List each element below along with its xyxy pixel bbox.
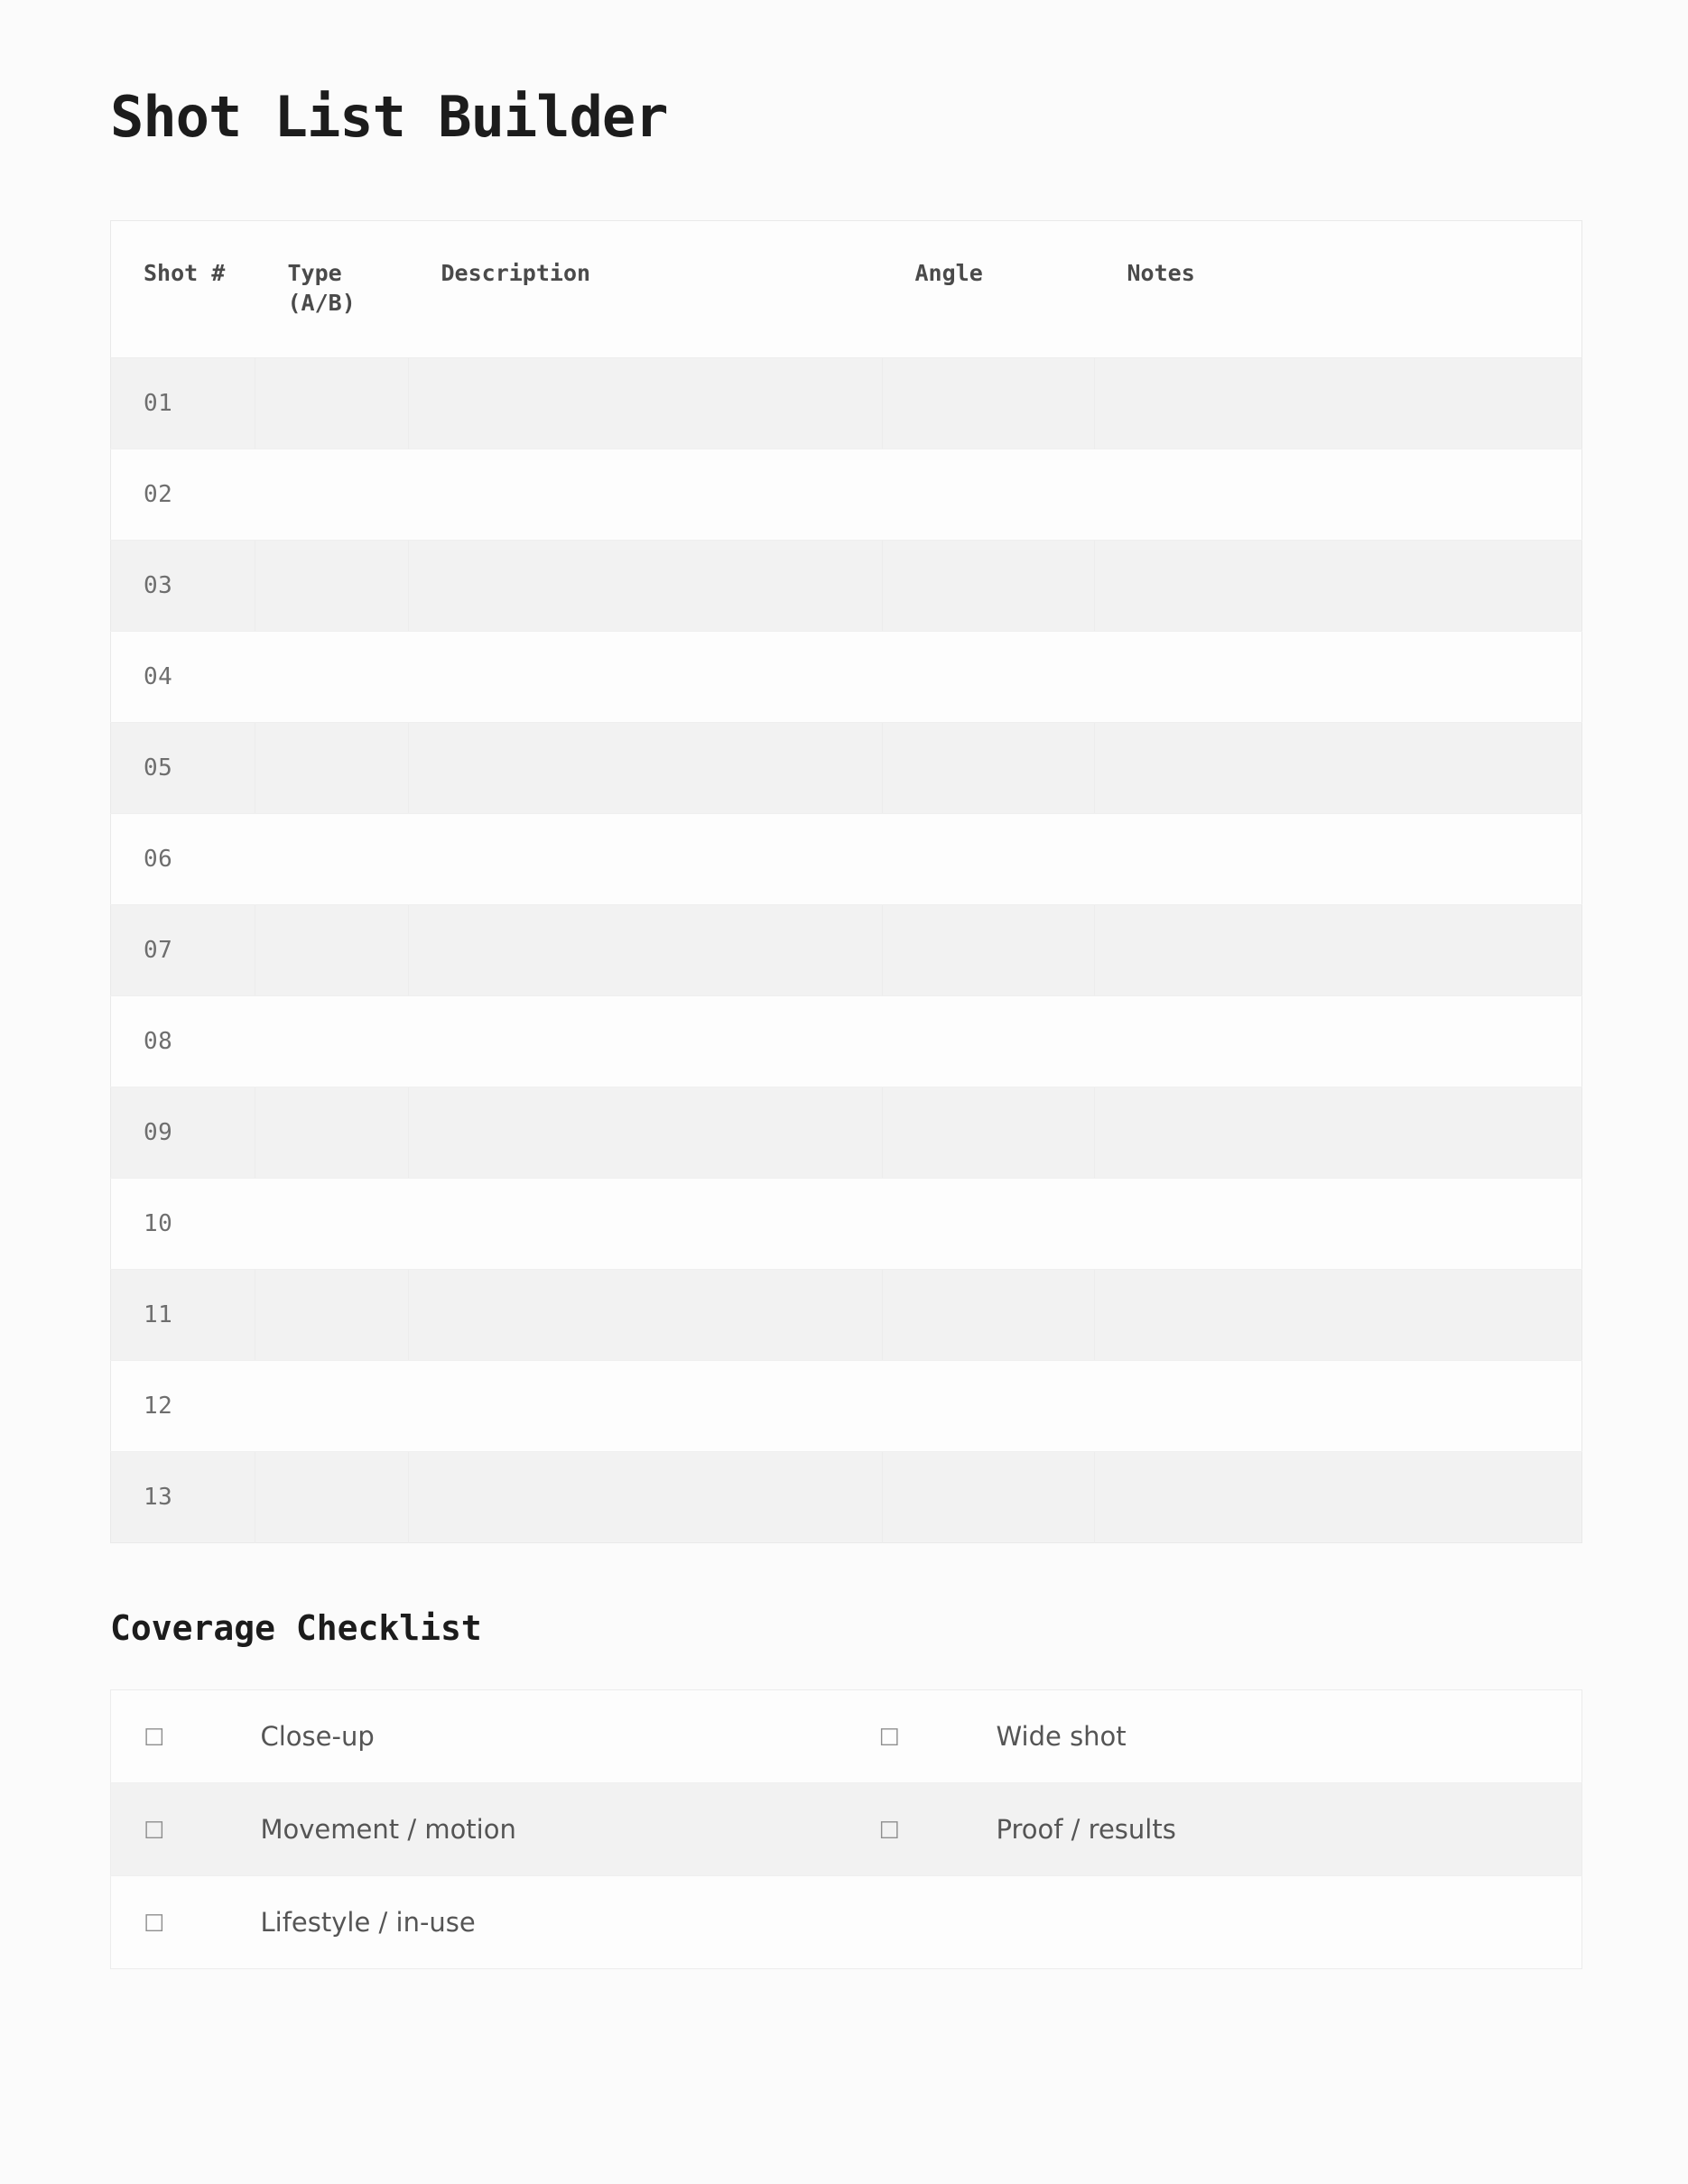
cell-description[interactable] — [409, 1452, 883, 1543]
table-row — [111, 632, 1582, 723]
table-row — [111, 449, 1582, 541]
checklist-label-close-up: Close-up — [228, 1690, 847, 1783]
cell-type[interactable] — [255, 1361, 409, 1452]
checklist-empty-checkbox-cell — [847, 1876, 964, 1969]
cell-type[interactable] — [255, 358, 409, 449]
checklist-label-lifestyle: Lifestyle / in-use — [260, 1907, 476, 1939]
checklist-row — [111, 1783, 1582, 1876]
table-row — [111, 541, 1582, 632]
table-row — [111, 1361, 1582, 1452]
cell-type[interactable] — [255, 1452, 409, 1543]
checklist-label-wide-shot: Wide shot — [964, 1690, 1582, 1783]
table-row — [111, 358, 1582, 449]
checkbox-empty-icon[interactable]: ☐ — [144, 1911, 165, 1939]
cell-angle[interactable] — [883, 358, 1095, 449]
cell-shot-number: 06 — [111, 814, 255, 905]
checkbox-cell-close-up[interactable] — [111, 1690, 228, 1783]
cell-notes[interactable] — [1095, 1087, 1582, 1179]
checklist-label-movement: Movement / motion — [228, 1783, 847, 1876]
checklist-label-proof-results: Proof / results — [964, 1783, 1582, 1876]
cell-description[interactable] — [409, 1361, 883, 1452]
cell-shot-number: 05 — [111, 723, 255, 814]
cell-angle[interactable] — [883, 541, 1095, 632]
cell-shot-number: 04 — [111, 632, 255, 723]
cell-shot-number: 07 — [111, 905, 255, 996]
cell-description[interactable] — [409, 723, 883, 814]
cell-notes[interactable] — [1095, 1270, 1582, 1361]
page-title: Shot List Builder — [110, 84, 668, 150]
cell-type[interactable] — [255, 723, 409, 814]
cell-shot-number: 10 — [111, 1179, 255, 1270]
cell-notes[interactable] — [1095, 541, 1582, 632]
cell-notes[interactable] — [1095, 1452, 1582, 1543]
table-row — [111, 1452, 1582, 1543]
table-row — [111, 1087, 1582, 1179]
table-row — [111, 1270, 1582, 1361]
cell-notes[interactable] — [1095, 814, 1582, 905]
cell-angle[interactable] — [883, 1270, 1095, 1361]
cell-angle[interactable] — [883, 996, 1095, 1087]
cell-description[interactable] — [409, 1179, 883, 1270]
table-row — [111, 723, 1582, 814]
column-header-angle: Angle — [883, 221, 1095, 358]
checklist-row — [111, 1876, 1582, 1969]
column-header-shot-number: Shot # — [111, 221, 255, 358]
column-header-notes: Notes — [1095, 221, 1582, 358]
cell-angle[interactable] — [883, 1361, 1095, 1452]
cell-angle[interactable] — [883, 723, 1095, 814]
checklist-row — [111, 1690, 1582, 1783]
column-header-type: Type (A/B) — [255, 221, 409, 358]
table-row — [111, 814, 1582, 905]
shot-list-header — [111, 221, 1582, 358]
cell-description[interactable] — [409, 449, 883, 541]
cell-notes[interactable] — [1095, 996, 1582, 1087]
cell-description[interactable] — [409, 541, 883, 632]
cell-shot-number: 13 — [111, 1452, 255, 1543]
cell-type[interactable] — [255, 905, 409, 996]
cell-shot-number: 12 — [111, 1361, 255, 1452]
checkbox-cell-proof-results[interactable] — [847, 1783, 964, 1876]
cell-shot-number: 08 — [111, 996, 255, 1087]
cell-description[interactable] — [409, 996, 883, 1087]
cell-notes[interactable] — [1095, 632, 1582, 723]
coverage-checklist-table — [110, 1689, 1582, 1969]
table-row — [111, 996, 1582, 1087]
cell-type[interactable] — [255, 1270, 409, 1361]
cell-type[interactable] — [255, 632, 409, 723]
checkbox-empty-icon[interactable]: ☐ — [144, 1725, 165, 1753]
checkbox-cell-movement[interactable] — [111, 1783, 228, 1876]
cell-description[interactable] — [409, 814, 883, 905]
cell-shot-number: 01 — [111, 358, 255, 449]
cell-notes[interactable] — [1095, 449, 1582, 541]
cell-description[interactable] — [409, 358, 883, 449]
cell-angle[interactable] — [883, 1087, 1095, 1179]
cell-shot-number: 03 — [111, 541, 255, 632]
checkbox-cell-lifestyle[interactable] — [111, 1876, 228, 1969]
table-header-row — [111, 221, 1582, 358]
cell-angle[interactable] — [883, 905, 1095, 996]
cell-angle[interactable] — [883, 632, 1095, 723]
table-row — [111, 905, 1582, 996]
cell-description[interactable] — [409, 905, 883, 996]
cell-shot-number: 02 — [111, 449, 255, 541]
cell-type[interactable] — [255, 541, 409, 632]
cell-type[interactable] — [255, 996, 409, 1087]
coverage-checklist-heading: Coverage Checklist — [110, 1608, 482, 1649]
cell-notes[interactable] — [1095, 905, 1582, 996]
cell-type[interactable] — [255, 449, 409, 541]
cell-notes[interactable] — [1095, 1179, 1582, 1270]
cell-type[interactable] — [255, 814, 409, 905]
checklist-empty-label-cell — [964, 1876, 1582, 1969]
cell-angle[interactable] — [883, 1452, 1095, 1543]
cell-type[interactable] — [255, 1087, 409, 1179]
cell-notes[interactable] — [1095, 1361, 1582, 1452]
cell-type[interactable] — [255, 1179, 409, 1270]
shot-list-table — [110, 220, 1582, 1543]
cell-angle[interactable] — [883, 1179, 1095, 1270]
cell-description[interactable] — [409, 632, 883, 723]
cell-description[interactable] — [409, 1270, 883, 1361]
cell-angle[interactable] — [883, 449, 1095, 541]
cell-description[interactable] — [409, 1087, 883, 1179]
shot-list-body — [111, 358, 1582, 1543]
cell-shot-number: 09 — [111, 1087, 255, 1179]
cell-notes[interactable] — [1095, 358, 1582, 449]
checkbox-cell-wide-shot[interactable] — [847, 1690, 964, 1783]
cell-notes[interactable] — [1095, 723, 1582, 814]
table-row — [111, 1179, 1582, 1270]
checkbox-empty-icon[interactable]: ☐ — [878, 1818, 900, 1846]
cell-shot-number: 11 — [111, 1270, 255, 1361]
cell-angle[interactable] — [883, 814, 1095, 905]
column-header-description: Description — [409, 221, 883, 358]
checkbox-empty-icon[interactable]: ☐ — [878, 1725, 900, 1753]
checkbox-empty-icon[interactable]: ☐ — [144, 1818, 165, 1846]
